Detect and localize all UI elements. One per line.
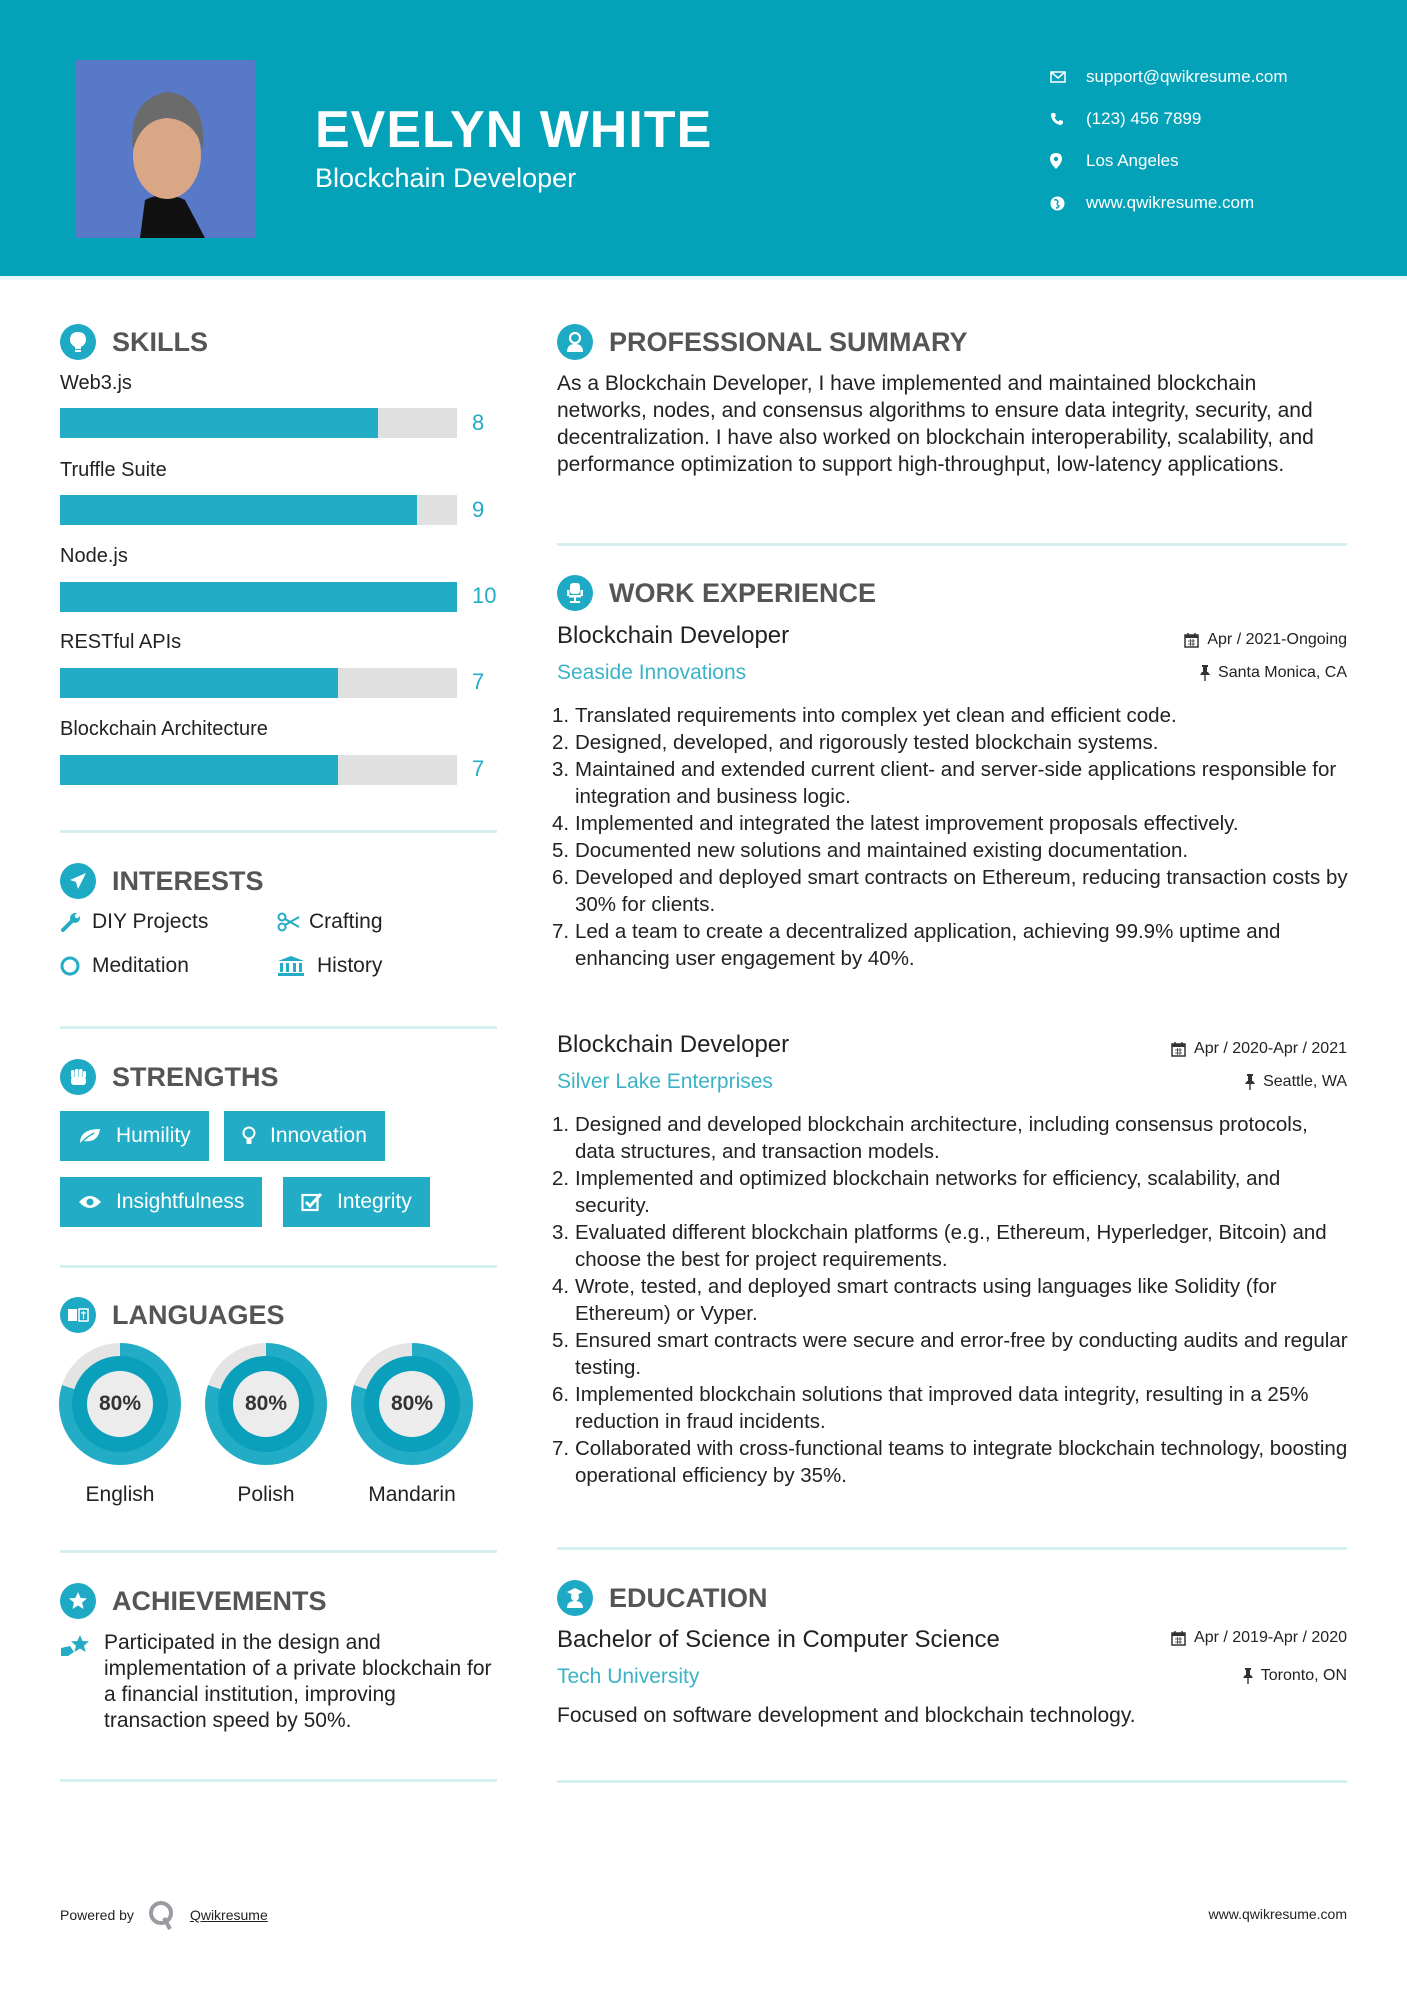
- contact-email[interactable]: [1050, 56, 1288, 98]
- education-heading: EDUCATION: [557, 1580, 768, 1616]
- language-name: Mandarin: [368, 1483, 456, 1506]
- contact-email-text: support@qwikresume.com: [1086, 67, 1288, 86]
- scissors-icon: [277, 912, 309, 932]
- calendar-icon: [1184, 632, 1199, 648]
- skill-label: Node.js: [60, 545, 128, 567]
- lightbulb-icon: [60, 324, 96, 360]
- skill-value: 8: [472, 410, 485, 435]
- section-divider: [60, 1550, 497, 1553]
- list-item: 5. Documented new solutions and maintained existing documentation.: [552, 839, 1189, 862]
- pushpin-icon: [1243, 1668, 1253, 1684]
- list-item: 7. Led a team to create a decentralized application, achieving 99.9% uptime and enhancing user engagement by 40%.: [552, 920, 1281, 970]
- lightbulb-icon: [242, 1126, 256, 1146]
- skill-bar-fill: [60, 495, 417, 525]
- skill-bar: [60, 495, 457, 525]
- circle-icon: [60, 955, 92, 977]
- company-name: Silver Lake Enterprises: [557, 1070, 773, 1093]
- list-item: 3. Maintained and extended current client- and server-side applications responsible for integration and business logic.: [552, 758, 1337, 808]
- language-percent: 80%: [233, 1371, 299, 1437]
- work-heading: WORK EXPERIENCE: [557, 575, 876, 611]
- star-hand-icon: [60, 1634, 94, 1734]
- paper-plane-icon: [60, 863, 96, 899]
- job-bullets: [552, 1111, 1352, 1489]
- header-divider: [0, 276, 1407, 280]
- section-divider: [557, 1780, 1347, 1783]
- map-pin-icon: [1050, 153, 1086, 169]
- envelope-icon: [1050, 71, 1086, 83]
- summary-heading: PROFESSIONAL SUMMARY: [557, 324, 968, 360]
- interest-item: Crafting: [277, 910, 383, 934]
- skill-label: Blockchain Architecture: [60, 718, 268, 740]
- list-item: 5. Ensured smart contracts were secure and error-free by conducting audits and regular testing.: [552, 1329, 1348, 1379]
- star-badge-icon: [60, 1583, 96, 1619]
- strengths-heading: STRENGTHS: [60, 1059, 279, 1095]
- skill-bar-fill: [60, 755, 338, 785]
- job-location: Seattle, WA: [1245, 1073, 1347, 1091]
- job-bullets: [552, 702, 1352, 972]
- footer-website[interactable]: www.qwikresume.com: [1208, 1906, 1347, 1922]
- skill-value: 9: [472, 497, 485, 522]
- language-item: [59, 1343, 181, 1507]
- interest-item: History: [277, 954, 382, 978]
- candidate-role: Blockchain Developer: [315, 163, 577, 193]
- strength-tag: Integrity: [283, 1177, 430, 1227]
- job-title: Blockchain Developer: [557, 1031, 790, 1058]
- contact-phone-text: (123) 456 7899: [1086, 109, 1202, 128]
- languages-heading: LANGUAGES: [60, 1297, 285, 1333]
- skill-value: 7: [472, 669, 485, 694]
- fist-icon: [60, 1059, 96, 1095]
- education-location: Toronto, ON: [1243, 1667, 1347, 1685]
- company-name: Seaside Innovations: [557, 661, 747, 684]
- museum-icon: [277, 955, 317, 977]
- pushpin-icon: [1245, 1074, 1255, 1090]
- school-name: Tech University: [557, 1665, 700, 1688]
- profile-photo: [75, 60, 255, 238]
- wrench-icon: [60, 911, 92, 933]
- education-description: Focused on software development and blockchain technology.: [557, 1704, 1136, 1727]
- list-item: 6. Implemented blockchain solutions that improved data integrity, resulting in a 25% reduction in fraud incidents.: [552, 1383, 1309, 1433]
- section-divider: [557, 543, 1347, 546]
- job-dates: Apr / 2021-Ongoing: [1184, 631, 1347, 649]
- contact-location: [1050, 140, 1288, 182]
- strength-tag: Innovation: [224, 1111, 385, 1161]
- language-donut: [351, 1343, 473, 1465]
- phone-icon: [1050, 112, 1086, 126]
- job-title: Blockchain Developer: [557, 622, 790, 649]
- eye-icon: [78, 1194, 102, 1210]
- job-dates: Apr / 2020-Apr / 2021: [1171, 1040, 1347, 1058]
- language-item: [351, 1343, 473, 1507]
- skill-label: RESTful APIs: [60, 631, 182, 653]
- interest-item: DIY Projects: [60, 910, 208, 934]
- globe-icon: [1050, 196, 1086, 211]
- office-chair-icon: [557, 575, 593, 611]
- list-item: 7. Collaborated with cross-functional teams to integrate blockchain technology, boosting operational efficiency by 35%.: [552, 1437, 1348, 1487]
- skill-label: Truffle Suite: [60, 459, 167, 481]
- achievements-heading: ACHIEVEMENTS: [60, 1583, 327, 1619]
- section-divider: [60, 1265, 497, 1268]
- strength-tag: Insightfulness: [60, 1177, 262, 1227]
- skill-bar: [60, 755, 457, 785]
- language-item: [205, 1343, 327, 1507]
- skill-bar-fill: [60, 582, 457, 612]
- pushpin-icon: [1200, 665, 1210, 681]
- contact-website-text: www.qwikresume.com: [1086, 193, 1255, 212]
- list-item: 2. Implemented and optimized blockchain networks for efficiency, scalability, and security.: [552, 1167, 1281, 1217]
- skill-bar-fill: [60, 668, 338, 698]
- contact-list: [1050, 56, 1288, 224]
- language-donut: [59, 1343, 181, 1465]
- achievement-item: Participated in the design and implementation of a private blockchain for a financial institution, improving transaction speed by 50%.: [60, 1630, 500, 1734]
- language-donut: [205, 1343, 327, 1465]
- language-percent: 80%: [87, 1371, 153, 1437]
- qwikresume-link[interactable]: Qwikresume: [189, 1907, 268, 1923]
- user-icon: [557, 324, 593, 360]
- job-location: Santa Monica, CA: [1200, 664, 1347, 682]
- list-item: 1. Translated requirements into complex yet clean and efficient code.: [552, 704, 1177, 727]
- list-item: 4. Wrote, tested, and deployed smart contracts using languages like Solidity (for Ethereum) or Vyper.: [552, 1275, 1277, 1325]
- calendar-icon: [1171, 1630, 1186, 1646]
- skill-bar: [60, 582, 457, 612]
- skill-value: 10: [472, 583, 497, 608]
- section-divider: [60, 1779, 497, 1782]
- skill-bar: [60, 408, 457, 438]
- strength-tag: Humility: [60, 1111, 209, 1161]
- skill-bar: [60, 668, 457, 698]
- translate-icon: [60, 1297, 96, 1333]
- qwikresume-logo-icon: [148, 1900, 176, 1930]
- contact-location-text: Los Angeles: [1086, 151, 1179, 170]
- summary-text: As a Blockchain Developer, I have implemented and maintained blockchain networks, nodes, and consensus algorithms to ensure data integrity, security, and decentralization. I have also worked on blockchain interoperability, scalability, and performance optimization to support high-throughput, low-latency applications.: [557, 372, 1314, 476]
- skills-heading: SKILLS: [60, 324, 208, 360]
- list-item: 3. Evaluated different blockchain platforms (e.g., Ethereum, Hyperledger, Bitcoin) and choose the best for project requirements.: [552, 1221, 1327, 1271]
- language-name: Polish: [237, 1483, 295, 1506]
- interests-heading: INTERESTS: [60, 863, 264, 899]
- checkbox-icon: [301, 1192, 323, 1212]
- calendar-icon: [1171, 1041, 1186, 1057]
- list-item: 1. Designed and developed blockchain architecture, including consensus protocols, data structures, and transaction models.: [552, 1113, 1308, 1163]
- list-item: 4. Implemented and integrated the latest improvement proposals effectively.: [552, 812, 1239, 835]
- section-divider: [557, 1547, 1347, 1550]
- degree-title: Bachelor of Science in Computer Science: [557, 1626, 1000, 1653]
- leaf-icon: [78, 1127, 102, 1145]
- interest-item: Meditation: [60, 954, 189, 978]
- graduate-icon: [557, 1580, 593, 1616]
- candidate-name: EVELYN WHITE: [315, 101, 713, 159]
- skill-value: 7: [472, 756, 485, 781]
- list-item: 6. Developed and deployed smart contracts on Ethereum, reducing transaction costs by 30% for clients.: [552, 866, 1348, 916]
- education-dates: Apr / 2019-Apr / 2020: [1171, 1629, 1347, 1647]
- section-divider: [60, 1026, 497, 1029]
- list-item: 2. Designed, developed, and rigorously tested blockchain systems.: [552, 731, 1159, 754]
- footer-branding: Powered by Qwikresume: [60, 1900, 268, 1930]
- language-percent: 80%: [379, 1371, 445, 1437]
- skill-label: Web3.js: [60, 372, 132, 394]
- header-banner: [0, 0, 1407, 276]
- language-name: English: [85, 1483, 155, 1506]
- contact-website[interactable]: [1050, 182, 1288, 224]
- skill-bar-fill: [60, 408, 378, 438]
- contact-phone[interactable]: [1050, 98, 1288, 140]
- section-divider: [60, 830, 497, 833]
